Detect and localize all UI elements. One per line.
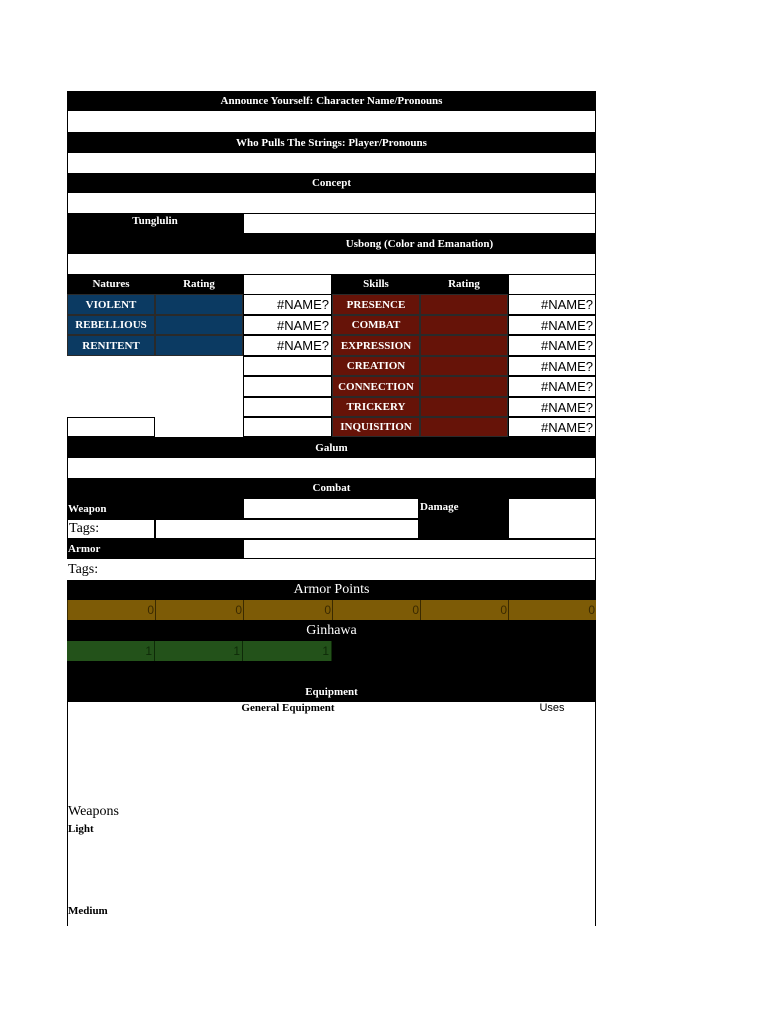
skill-trickery-value: #NAME? — [508, 397, 596, 417]
armor-point-6[interactable]: 0 — [508, 600, 596, 620]
ginhawa-point-2[interactable]: 1 — [155, 641, 243, 661]
nature-empty-1 — [243, 356, 332, 376]
concept-header: Concept — [67, 173, 596, 193]
nature-rebellious-value: #NAME? — [243, 315, 332, 335]
nature-violent-rating[interactable] — [155, 294, 243, 315]
ginhawa-header: Ginhawa — [67, 620, 596, 641]
nature-empty-5 — [67, 417, 155, 437]
skill-connection: CONNECTION — [332, 376, 420, 397]
nature-violent: VIOLENT — [67, 294, 155, 315]
skills-blank-header — [508, 274, 596, 295]
skill-connection-value: #NAME? — [508, 376, 596, 397]
skill-inquisition-rating[interactable] — [420, 417, 508, 437]
combat-header: Combat — [67, 478, 596, 498]
ginhawa-spacer — [67, 661, 596, 681]
character-name-header: Announce Yourself: Character Name/Pronouns — [67, 91, 596, 111]
weapon-tags-field[interactable] — [155, 519, 419, 539]
skill-expression: EXPRESSION — [332, 335, 420, 356]
skill-presence-value: #NAME? — [508, 294, 596, 315]
armor-tags-label: Tags: — [67, 559, 596, 580]
nature-violent-value: #NAME? — [243, 294, 332, 315]
ginhawa-point-3[interactable]: 1 — [243, 641, 332, 661]
nature-empty-4 — [243, 417, 332, 437]
skill-combat-rating[interactable] — [420, 315, 508, 335]
tunglulin-field[interactable] — [243, 213, 596, 234]
natures-header: Natures — [92, 278, 130, 290]
nature-rebellious-rating[interactable] — [155, 315, 243, 335]
player-field[interactable] — [67, 153, 596, 173]
natures-blank-header — [243, 274, 332, 295]
damage-field[interactable] — [508, 498, 596, 539]
weapon-field[interactable] — [243, 498, 419, 519]
light-label: Light — [68, 823, 94, 835]
skill-inquisition: INQUISITION — [332, 417, 420, 437]
armor-field[interactable] — [243, 539, 596, 559]
armor-point-2[interactable]: 0 — [155, 600, 243, 620]
armor-label: Armor — [67, 539, 243, 559]
skill-creation-value: #NAME? — [508, 356, 596, 376]
armor-point-3[interactable]: 0 — [243, 600, 332, 620]
uses-label: Uses — [539, 702, 565, 714]
armor-points-header: Armor Points — [67, 580, 596, 600]
ginhawa-empty — [332, 641, 596, 661]
skill-creation: CREATION — [332, 356, 420, 376]
skill-trickery-rating[interactable] — [420, 397, 508, 417]
galum-field[interactable] — [67, 458, 596, 478]
weapon-label: Weapon — [67, 498, 243, 519]
skill-combat: COMBAT — [332, 315, 420, 335]
armor-point-1[interactable]: 0 — [67, 600, 155, 620]
damage-label: Damage — [420, 500, 459, 513]
usbong-field[interactable] — [67, 254, 596, 274]
skill-presence-rating[interactable] — [420, 294, 508, 315]
armor-point-5[interactable]: 0 — [420, 600, 508, 620]
usbong-header: Usbong (Color and Emanation) — [243, 234, 596, 254]
skill-inquisition-value: #NAME? — [508, 417, 596, 437]
skill-expression-value: #NAME? — [508, 335, 596, 356]
natures-rating-header: Rating — [183, 278, 215, 290]
skill-combat-value: #NAME? — [508, 315, 596, 335]
weapons-label: Weapons — [68, 804, 119, 819]
skill-expression-rating[interactable] — [420, 335, 508, 356]
skill-trickery: TRICKERY — [332, 397, 420, 417]
ginhawa-point-1[interactable]: 1 — [67, 641, 155, 661]
galum-header: Galum — [67, 437, 596, 458]
equipment-header: Equipment — [67, 681, 596, 702]
nature-renitent: RENITENT — [67, 335, 155, 356]
nature-empty-3 — [243, 397, 332, 417]
skill-creation-rating[interactable] — [420, 356, 508, 376]
character-name-field[interactable] — [67, 111, 596, 132]
medium-label: Medium — [68, 905, 108, 917]
general-equipment-label: General Equipment — [241, 702, 335, 714]
skill-presence: PRESENCE — [332, 294, 420, 315]
nature-rebellious: REBELLIOUS — [67, 315, 155, 335]
nature-renitent-rating[interactable] — [155, 335, 243, 356]
skills-rating-header: Rating — [448, 278, 480, 290]
player-header: Who Pulls The Strings: Player/Pronouns — [67, 132, 596, 153]
nature-empty-2 — [243, 376, 332, 397]
nature-renitent-value: #NAME? — [243, 335, 332, 356]
armor-point-4[interactable]: 0 — [332, 600, 420, 620]
skill-connection-rating[interactable] — [420, 376, 508, 397]
weapon-tags-label: Tags: — [67, 519, 155, 539]
concept-field[interactable] — [67, 193, 596, 213]
skills-header: Skills — [363, 278, 389, 290]
tunglulin-label: Tunglulin — [132, 215, 178, 227]
